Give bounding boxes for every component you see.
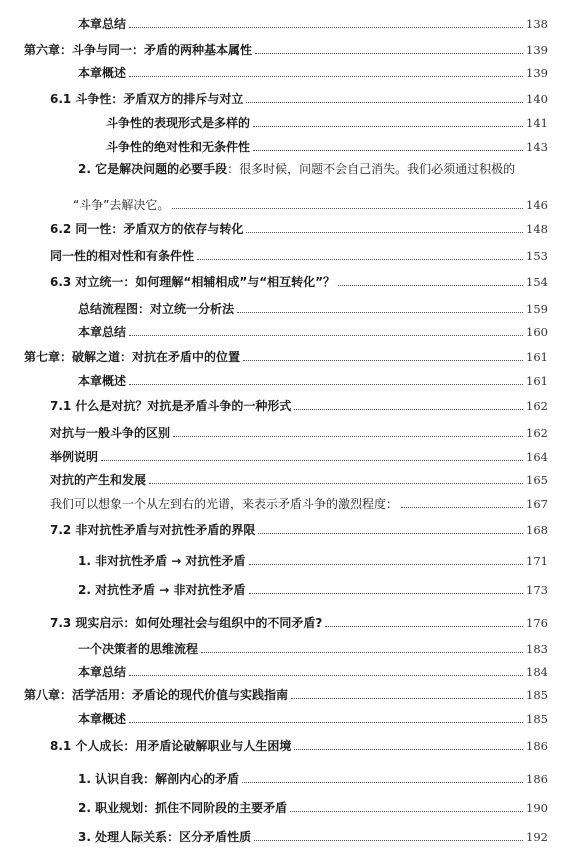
toc-dot-leader [290,811,523,812]
toc-page-number: 186 [526,739,548,753]
toc-dot-leader [253,150,523,151]
toc-entry[interactable] [0,393,548,413]
toc-dot-leader [129,722,523,723]
toc-dot-leader [173,436,523,437]
toc-dot-leader [243,360,523,361]
toc-entry-title: 总结流程图：对立统一分析法 [78,302,235,316]
toc-page-number: 154 [526,275,548,289]
toc-page-number: 139 [526,66,548,80]
toc-wrapped-entry-line1 [78,162,515,176]
toc-page-number: 143 [526,140,548,154]
toc-entry[interactable] [0,517,548,537]
toc-page-number: 141 [526,116,548,130]
toc-page-number: 183 [526,642,548,656]
toc-page-number: 153 [526,249,548,263]
toc-dot-leader [291,698,523,699]
toc-entry[interactable] [0,491,548,511]
toc-dot-leader [249,593,524,594]
toc-page-number: 146 [526,198,548,212]
toc-entry[interactable] [0,269,548,289]
toc-entry[interactable] [0,86,548,106]
toc-dot-leader [197,259,523,260]
toc-entry-title: 本章概述 [78,66,127,80]
toc-entry-title: 第七章：破解之道：对抗在矛盾中的位置 [24,350,241,364]
toc-entry-title: 斗争性的绝对性和无条件性 [106,140,251,154]
toc-entry[interactable] [0,368,548,388]
toc-entry-title: 6.1 斗争性：矛盾双方的排斥与对立 [50,92,244,106]
toc-entry[interactable] [0,548,548,568]
toc-dot-leader [129,335,523,336]
toc-page-number: 139 [526,43,548,57]
toc-entry-title: 同一性的相对性和有条件性 [50,249,195,263]
toc-entry-title: 1. 非对抗性矛盾 → 对抗性矛盾 [78,554,246,568]
toc-page-number: 168 [526,523,548,537]
toc-dot-leader [242,782,523,783]
toc-entry[interactable] [0,659,548,679]
toc-entry[interactable] [0,824,548,844]
toc-wrapped-entry-heading: 2. 它是解决问题的必要手段 [78,162,228,176]
toc-page-number: 185 [526,712,548,726]
toc-page-number: 167 [526,497,548,511]
toc-entry-title: 第八章：活学活用：矛盾论的现代价值与实践指南 [24,688,289,702]
toc-page-number: 140 [526,92,548,106]
toc-page-number: 192 [526,830,548,844]
toc-page-number: 185 [526,688,548,702]
toc-page-number: 159 [526,302,548,316]
toc-dot-leader [129,76,523,77]
toc-entry[interactable] [0,420,548,440]
toc-page-number: 190 [526,801,548,815]
toc-page-number: 173 [526,583,548,597]
toc-dot-leader [149,483,523,484]
toc-entry-title: 一个决策者的思维流程 [78,642,199,656]
toc-entry[interactable] [0,610,548,630]
toc-dot-leader [325,626,523,627]
toc-entry[interactable] [0,577,548,597]
toc-entry-title: 7.2 非对抗性矛盾与对抗性矛盾的界限 [50,523,256,537]
toc-entry[interactable] [0,60,548,80]
toc-entry[interactable] [0,110,548,130]
toc-entry[interactable] [0,444,548,464]
toc-entry[interactable] [0,766,548,786]
toc-entry[interactable] [0,192,548,212]
toc-page-number: 138 [526,17,548,31]
toc-page-number: 165 [526,473,548,487]
toc-entry-title: 本章总结 [78,325,127,339]
toc-entry[interactable] [0,706,548,726]
toc-dot-leader [401,507,523,508]
toc-dot-leader [129,27,523,28]
toc-entry-title: 6.3 对立统一：如何理解“相辅相成”与“相互转化”？ [50,275,335,289]
toc-entry[interactable] [0,296,548,316]
toc-entry[interactable] [0,344,548,364]
toc-page-number: 162 [526,399,548,413]
toc-dot-leader [254,840,523,841]
toc-page-number: 161 [526,350,548,364]
toc-page-number: 162 [526,426,548,440]
toc-entry[interactable] [0,467,548,487]
toc-entry-title: 斗争性的表现形式是多样的 [106,116,251,130]
toc-wrapped-entry-text: ：很多时候，问题不会自己消失。我们必须通过积极的 [227,162,516,176]
toc-entry-title: 6.2 同一性：矛盾双方的依存与转化 [50,222,244,236]
toc-entry-title: 本章概述 [78,374,127,388]
toc-entry-title: 举例说明 [50,450,99,464]
toc-entry-title: 1. 认识自我：解剖内心的矛盾 [78,772,240,786]
toc-entry-title: 7.1 什么是对抗？对抗是矛盾斗争的一种形式 [50,399,292,413]
toc-entry-title: 本章概述 [78,712,127,726]
toc-dot-leader [172,208,523,209]
toc-entry-title: 3. 处理人际关系：区分矛盾性质 [78,830,252,844]
toc-entry-title: “斗争”去解决它。 [73,198,170,212]
toc-entry[interactable] [0,37,548,57]
toc-page-number: 148 [526,222,548,236]
toc-dot-leader [246,232,523,233]
toc-dot-leader [255,53,523,54]
toc-entry[interactable] [0,243,548,263]
toc-entry-title: 对抗的产生和发展 [50,473,147,487]
toc-dot-leader [246,102,523,103]
toc-entry[interactable] [0,319,548,339]
toc-page-number: 171 [526,554,548,568]
toc-dot-leader [258,533,523,534]
toc-entry[interactable] [0,795,548,815]
toc-page-number: 184 [526,665,548,679]
toc-dot-leader [201,652,523,653]
toc-page-number: 161 [526,374,548,388]
toc-entry[interactable] [0,682,548,702]
toc-entry-title: 第六章：斗争与同一：矛盾的两种基本属性 [24,43,253,57]
toc-entry-title: 本章总结 [78,665,127,679]
toc-dot-leader [294,409,523,410]
toc-dot-leader [129,384,523,385]
toc-dot-leader [101,460,523,461]
toc-page-number: 160 [526,325,548,339]
toc-entry-title: 2. 职业规划：抓住不同阶段的主要矛盾 [78,801,288,815]
toc-page-number: 176 [526,616,548,630]
toc-dot-leader [129,675,523,676]
toc-entry[interactable] [0,733,548,753]
toc-page-number: 186 [526,772,548,786]
toc-dot-leader [338,285,523,286]
toc-dot-leader [253,126,523,127]
toc-entry[interactable] [0,11,548,31]
toc-entry-title: 对抗与一般斗争的区别 [50,426,171,440]
toc-entry-title: 7.3 现实启示：如何处理社会与组织中的不同矛盾? [50,616,323,630]
toc-dot-leader [294,749,523,750]
toc-entry-title: 我们可以想象一个从左到右的光谱，来表示矛盾斗争的激烈程度： [50,497,399,511]
toc-entry[interactable] [0,636,548,656]
toc-entry-title: 8.1 个人成长：用矛盾论破解职业与人生困境 [50,739,292,753]
toc-entry[interactable] [0,216,548,236]
toc-dot-leader [249,564,524,565]
toc-entry-title: 2. 对抗性矛盾 → 非对抗性矛盾 [78,583,246,597]
toc-entry[interactable] [0,134,548,154]
toc-page-number: 164 [526,450,548,464]
toc-entry-title: 本章总结 [78,17,127,31]
toc-dot-leader [237,312,523,313]
